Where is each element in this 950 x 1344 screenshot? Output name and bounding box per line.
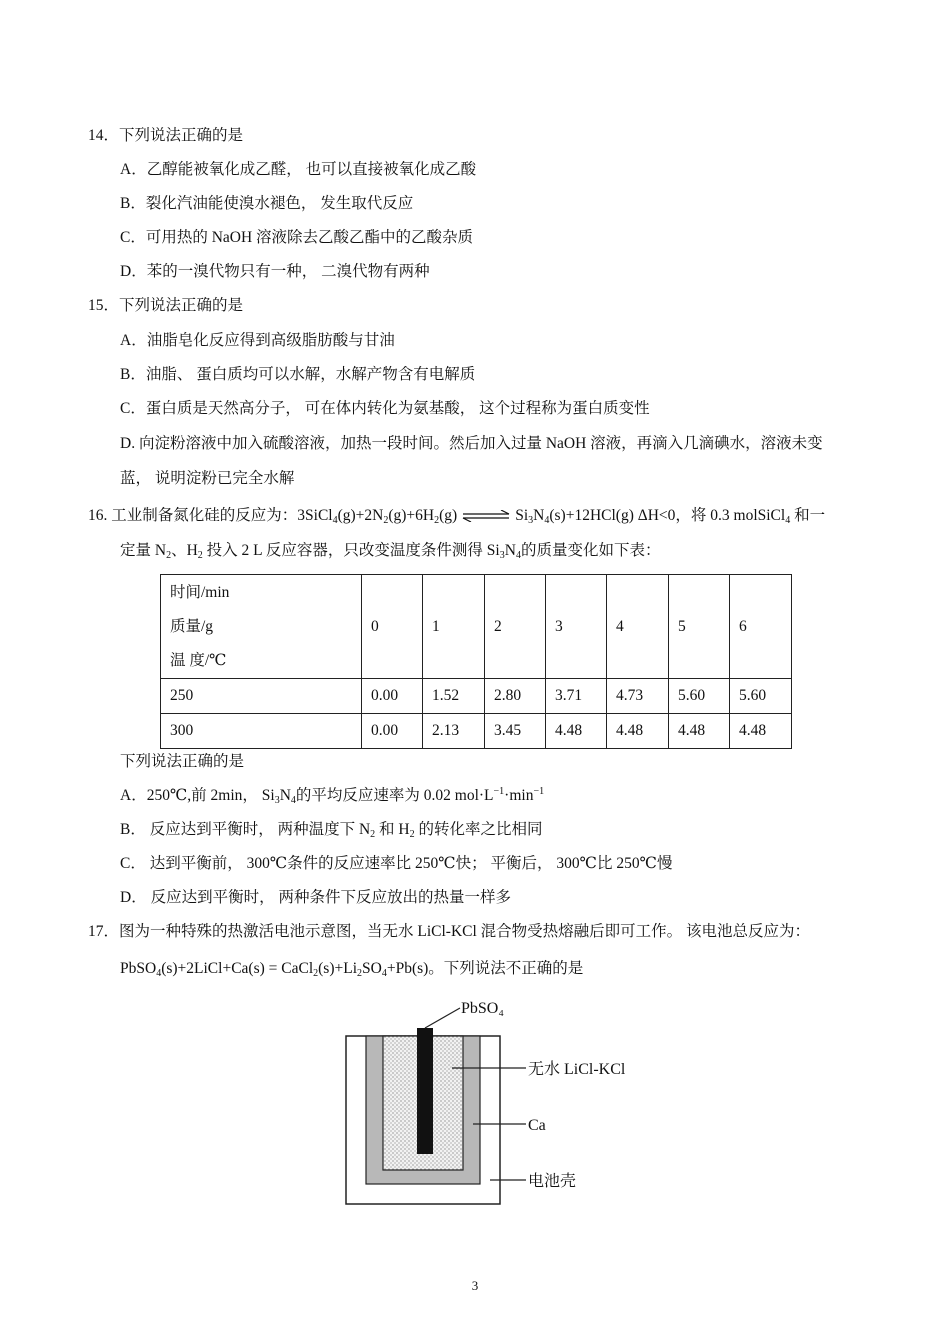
q17-stem: 17．图为一种特殊的热激活电池示意图，当无水 LiCl-KCl 混合物受热熔融后即可工作。 该电池总反应为： bbox=[88, 923, 811, 940]
q15-option-d-line1: D. 向淀粉溶液中加入硫酸溶液，加热一段时间。然后加入过量 NaOH 溶液，再滴入几滴碘水，溶液未变 bbox=[120, 435, 823, 452]
q16-b-part2: 和 H bbox=[375, 821, 410, 838]
q15-option-c: C．蛋白质是天然高分子， 可在体内转化为氨基酸， 这个过程称为蛋白质变性 bbox=[120, 400, 650, 417]
pbso4-electrode bbox=[417, 1028, 433, 1154]
table-time-cell: 6 bbox=[730, 575, 792, 679]
table-value-cell: 4.73 bbox=[607, 679, 669, 714]
q14-option-d: D．苯的一溴代物只有一种， 二溴代物有两种 bbox=[120, 263, 430, 280]
q16-stem-prefix: 16. 工业制备氮化硅的反应为： bbox=[88, 507, 298, 524]
q15-option-a: A．油脂皂化反应得到高级脂肪酸与甘油 bbox=[120, 332, 395, 349]
label-ca: Ca bbox=[528, 1117, 546, 1134]
table-value-cell: 4.48 bbox=[607, 714, 669, 749]
header-mass: 质量/g bbox=[170, 617, 214, 635]
table-value-cell: 0.00 bbox=[362, 714, 423, 749]
q14-option-b: B．裂化汽油能使溴水褪色， 发生取代反应 bbox=[120, 195, 414, 212]
q14-option-a: A．乙醇能被氧化成乙醛， 也可以直接被氧化成乙酸 bbox=[120, 161, 477, 178]
table-time-cell: 4 bbox=[607, 575, 669, 679]
q15-option-d-line2: 蓝， 说明淀粉已完全水解 bbox=[120, 470, 295, 487]
q16-line2-c: 投入 2 L 反应容器，只改变温度条件测得 Si bbox=[202, 542, 500, 559]
q16-stem-end: 和一 bbox=[790, 507, 826, 524]
q16-reactants: $3SiCl_4(g)+2N_2(g)+6H_2(g)$ bbox=[297, 507, 458, 526]
table-value-cell: 5.60 bbox=[730, 679, 792, 714]
table-time-cell: 0 bbox=[362, 575, 423, 679]
q16-stem-line1: 16. 工业制备氮化硅的反应为：$3SiCl_4(g)+2N_2(g)+6H_2(g)$ $Si_3N_4(s)+12HCl(g)$ ΔH<0，将 0.3 molSiCl$_4$ 和一 bbox=[88, 507, 826, 526]
q16-line2-d: 的质量变化如下表： bbox=[520, 542, 661, 559]
q16-products: $Si_3N_4(s)+12HCl(g)$ bbox=[515, 507, 638, 526]
table-value-cell: 4.48 bbox=[730, 714, 792, 749]
q16-a-part2: 的平均反应速率为 0.02 mol·L bbox=[295, 787, 494, 804]
table-row bbox=[161, 679, 792, 714]
q15-stem: 15．下列说法正确的是 bbox=[88, 297, 244, 314]
q16-b-part3: 的转化率之比相同 bbox=[414, 821, 543, 838]
table-value-cell: 2.13 bbox=[423, 714, 485, 749]
table-value-cell: 1.52 bbox=[423, 679, 485, 714]
table-value-cell: 4.48 bbox=[669, 714, 730, 749]
table-value-cell: 4.48 bbox=[546, 714, 607, 749]
q17-ask: 。下列说法不正确的是 bbox=[428, 960, 584, 977]
q16-line2-b: 、H bbox=[171, 542, 198, 559]
table-header-corner bbox=[161, 575, 362, 679]
q16-option-a: A．250℃,前 2min， $Si_3N_4$的平均反应速率为 0.02 $mol\cdot L^{-1}\cdot\min^{-1}$ bbox=[120, 786, 545, 806]
q14-option-c: C．可用热的 NaOH 溶液除去乙酸乙酯中的乙酸杂质 bbox=[120, 229, 474, 246]
table-time-cell: 2 bbox=[485, 575, 546, 679]
q16-option-b: B． 反应达到平衡时， 两种温度下 $N_2$ 和 $H_2$ 的转化率之比相同 bbox=[120, 821, 543, 840]
q16-stem-line2: 定量 $N_2$、$H_2$ 投入 2 L 反应容器，只改变温度条件测得 $Si_3N_4$的质量变化如下表： bbox=[120, 542, 661, 561]
page-number: 3 bbox=[471, 1278, 479, 1293]
q16-a-part3: ·min bbox=[504, 787, 534, 804]
table-value-cell: 0.00 bbox=[362, 679, 423, 714]
q16-option-d: D． 反应达到平衡时， 两种条件下反应放出的热量一样多 bbox=[120, 889, 511, 906]
table-row bbox=[161, 714, 792, 749]
table-time-cell: 1 bbox=[423, 575, 485, 679]
q16-data-table bbox=[160, 574, 792, 749]
table-temp-cell: 300 bbox=[161, 714, 362, 749]
table-value-cell: 2.80 bbox=[485, 679, 546, 714]
table-value-cell: 3.71 bbox=[546, 679, 607, 714]
q16-line2-a: 定量 N bbox=[120, 542, 167, 559]
battery-diagram bbox=[340, 996, 660, 1208]
q17-equation: PbSO$_4$(s)+2LiCl+Ca(s) = $CaCl_2(s)+Li_2SO_4+Pb(s)$ bbox=[120, 960, 429, 979]
label-pbso4: PbSO₄ bbox=[461, 1000, 504, 1017]
q16-stem-suffix: ΔH<0，将 0.3 molSiCl bbox=[637, 507, 786, 524]
table-time-cell: 3 bbox=[546, 575, 607, 679]
header-temp: 温 度/℃ bbox=[170, 651, 227, 669]
table-temp-cell: 250 bbox=[161, 679, 362, 714]
q16-b-part1: B． 反应达到平衡时， 两种温度下 N bbox=[120, 821, 371, 838]
header-time: 时间/min bbox=[170, 583, 230, 601]
q14-stem: 14．下列说法正确的是 bbox=[88, 127, 244, 144]
q17-reaction bbox=[120, 959, 583, 979]
table-time-cell: 5 bbox=[669, 575, 730, 679]
q16-option-c: C． 达到平衡前， 300℃条件的反应速率比 250℃快； 平衡后， 300℃比 250℃慢 bbox=[120, 855, 673, 872]
label-shell: 电池壳 bbox=[528, 1173, 577, 1190]
q16-a-part1: A．250℃,前 2min， Si bbox=[120, 787, 275, 804]
label-licl-kcl: 无水 LiCl-KCl bbox=[528, 1061, 626, 1078]
table-value-cell: 5.60 bbox=[669, 679, 730, 714]
q16-ask: 下列说法正确的是 bbox=[120, 753, 245, 770]
equilibrium-arrow-icon bbox=[461, 510, 511, 522]
table-value-cell: 3.45 bbox=[485, 714, 546, 749]
q15-option-b: B．油脂、 蛋白质均可以水解，水解产物含有电解质 bbox=[120, 366, 476, 383]
